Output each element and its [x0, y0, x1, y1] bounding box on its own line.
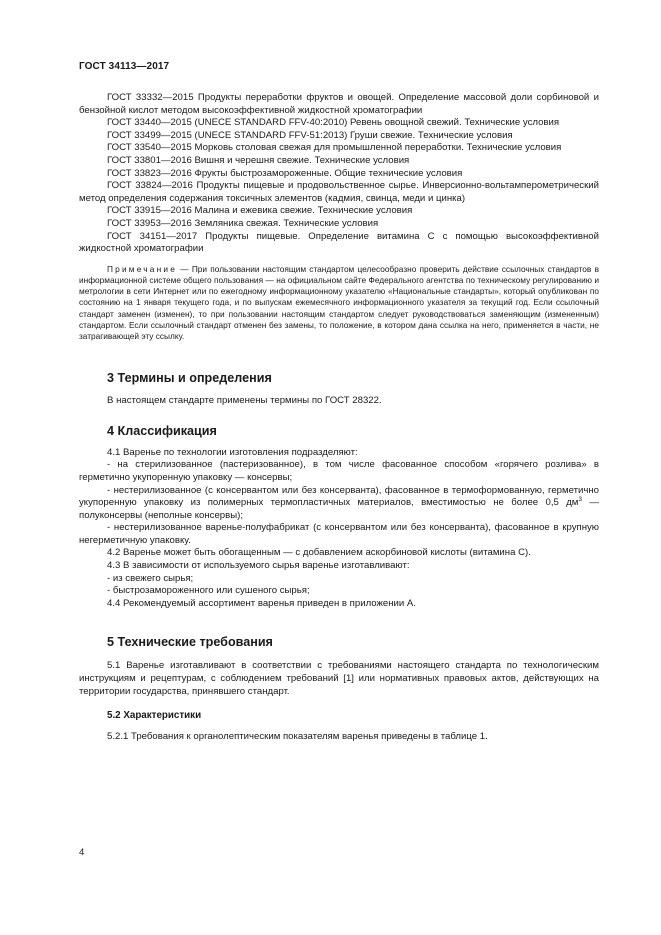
paragraph: - нестерилизованное варенье-полуфабрикат (с консервантом или без консерванта), фасованное в крупную негерметичную упаковку.	[79, 522, 599, 546]
reference-item: ГОСТ 33823—2016 Фрукты быстрозамороженные. Общие технические условия	[107, 167, 463, 179]
section-4-heading: 4 Классификация	[107, 423, 217, 438]
reference-item: ГОСТ 33499—2015 (UNECE STANDARD FFV-51:2013) Груши свежие. Технические условия	[107, 129, 513, 141]
section-4-body	[79, 447, 599, 611]
reference-item: ГОСТ 34151—2017 Продукты пищевые. Определение витамина С с помощью высокоэффективной жидкостной хроматографии	[79, 230, 599, 255]
section-3-text: В настоящем стандарте применены термины по ГОСТ 28322.	[107, 395, 382, 407]
paragraph: 4.4 Рекомендуемый ассортимент варенья приведен в приложении А.	[107, 597, 416, 609]
references-list	[79, 92, 599, 256]
reference-item: ГОСТ 33540—2015 Морковь столовая свежая для промышленной переработки. Технические условия	[107, 142, 562, 154]
reference-item: ГОСТ 33440—2015 (UNECE STANDARD FFV-40:2010) Ревень овощной свежий. Технические условия	[107, 117, 560, 129]
section-5-2-heading: 5.2 Характеристики	[107, 710, 202, 722]
reference-item: ГОСТ 33801—2016 Вишня и черешня свежие. Технические условия	[107, 154, 410, 166]
reference-item: ГОСТ 33332—2015 Продукты переработки фруктов и овощей. Определение массовой доли сорбиновой и бензойной кислот методом высокоэффективной жидкостной хроматографии	[79, 92, 599, 116]
superscript: 3	[578, 496, 583, 504]
note-text: — При пользовании настоящим стандартом целесообразно проверить действие ссылочных стандартов в информационной системе общего пользования — на официальном сайте Федерального агентства по техническому регулированию и метрологии в сети Интернет или по ежегодному информационному указателю «Национальные стандарты», который опубликован по состоянию на 1 января текущего года, и по выпускам ежемесячного информационного указателя за текущий год. Если ссылочный стандарт заменен (изменен), то при пользовании настоящим стандартом следует руководствоваться заменяющим (измененным) стандартом. Если ссылочный стандарт отменен без замены, то положение, в котором дана ссылка на него, применяется в части, не затрагивающей эту ссылку.	[79, 263, 599, 341]
reference-item: ГОСТ 33824—2016 Продукты пищевые и продовольственное сырье. Инверсионно-вольтамперометрический метод определения содержания токсичных элементов (кадмия, свинца, меди и цинка)	[79, 180, 599, 204]
paragraph: 5.2.1 Требования к органолептическим показателям варенья приведены в таблице 1.	[107, 731, 488, 743]
note-label: Примечание	[107, 263, 178, 274]
page-number: 4	[79, 847, 85, 858]
note-paragraph	[79, 264, 599, 342]
paragraph-text: — полуконсервы (неполные консервы);	[79, 497, 599, 521]
paragraph: - из свежего сырья;	[107, 572, 194, 584]
reference-item: ГОСТ 33915—2016 Малина и ежевика свежие. Технические условия	[107, 205, 413, 217]
document-body	[79, 92, 599, 744]
paragraph-text: - нестерилизованное (с консервантом или без консерванта), фасованное в термоформованную, герметично укупоренную упаковку из полимерных термопластичных материалов, вместимостью не более 0,5 дм	[79, 484, 599, 509]
paragraph: 4.3 В зависимости от используемого сырья варенье изготавливают:	[107, 560, 410, 572]
paragraph: 4.1 Варенье по технологии изготовления подразделяют:	[107, 446, 358, 458]
paragraph: - на стерилизованное (пастеризованное), в том числе фасованное способом «горячего розлива» в герметично укупоренную упаковку — консервы;	[79, 459, 599, 483]
reference-item: ГОСТ 33953—2016 Земляника свежая. Технические условия	[107, 217, 379, 229]
paragraph: 5.1 Варенье изготавливают в соответствии с требованиями настоящего стандарта по технологическим инструкциям и рецептурам, с соблюдением требований [1] или нормативных правовых актов, действующих на территории государства, принявшего стандарт.	[79, 660, 599, 697]
document-header: ГОСТ 34113—2017	[79, 61, 170, 72]
paragraph	[79, 485, 599, 523]
paragraph: 4.2 Варенье может быть обогащенным — с добавлением аскорбиновой кислоты (витамина С).	[107, 547, 531, 559]
section-5-heading: 5 Технические требования	[107, 635, 273, 650]
section-3-heading: 3 Термины и определения	[107, 371, 272, 386]
paragraph: - быстрозамороженного или сушеного сырья;	[107, 585, 310, 597]
